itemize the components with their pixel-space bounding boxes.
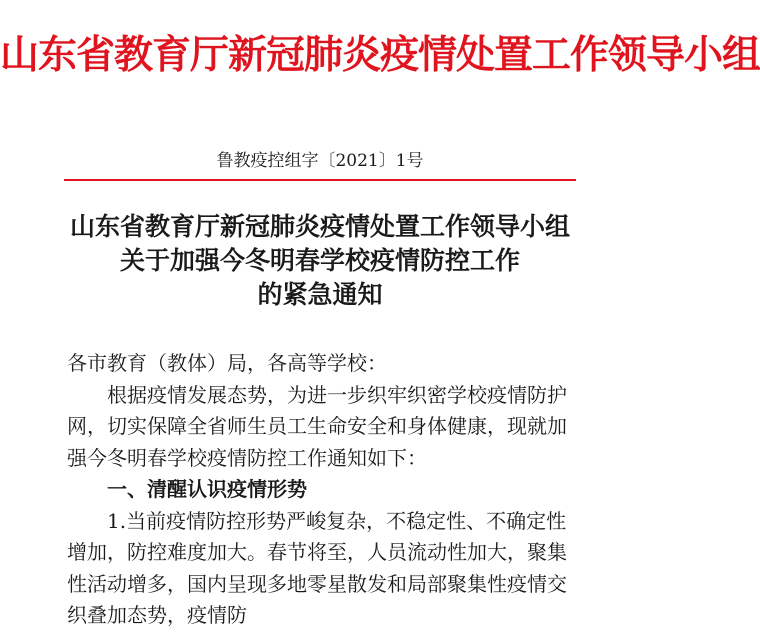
issuer-red-header: 山东省教育厅新冠肺炎疫情处置工作领导小组 bbox=[0, 32, 760, 78]
title-line-2: 关于加强今冬明春学校疫情防控工作 bbox=[119, 246, 520, 275]
red-divider-line bbox=[64, 179, 576, 181]
document-title bbox=[0, 210, 640, 312]
intro-paragraph: 根据疫情发展态势，为进一步织牢织密学校疫情防护网，切实保障全省师生员工生命安全和身体健康，现就加强今冬明春学校疫情防控工作通知如下： bbox=[67, 382, 567, 470]
document-number: 鲁教疫控组字〔2021〕1号 bbox=[216, 151, 424, 171]
title-line-1: 山东省教育厅新冠肺炎疫情处置工作领导小组 bbox=[69, 212, 570, 241]
item-1-paragraph: 1.当前疫情防控形势严峻复杂，不稳定性、不确定性增加，防控难度加大。春节将至，人员流动性加大，聚集性活动增多，国内呈现多地零星散发和局部聚集性疫情交织叠加态势，疫情防 bbox=[67, 508, 567, 627]
salutation: 各市教育（教体）局，各高等学校： bbox=[67, 351, 387, 375]
document-body bbox=[67, 348, 582, 632]
title-line-3: 的紧急通知 bbox=[257, 280, 383, 309]
section-heading-1: 一、清醒认识疫情形势 bbox=[107, 477, 307, 501]
